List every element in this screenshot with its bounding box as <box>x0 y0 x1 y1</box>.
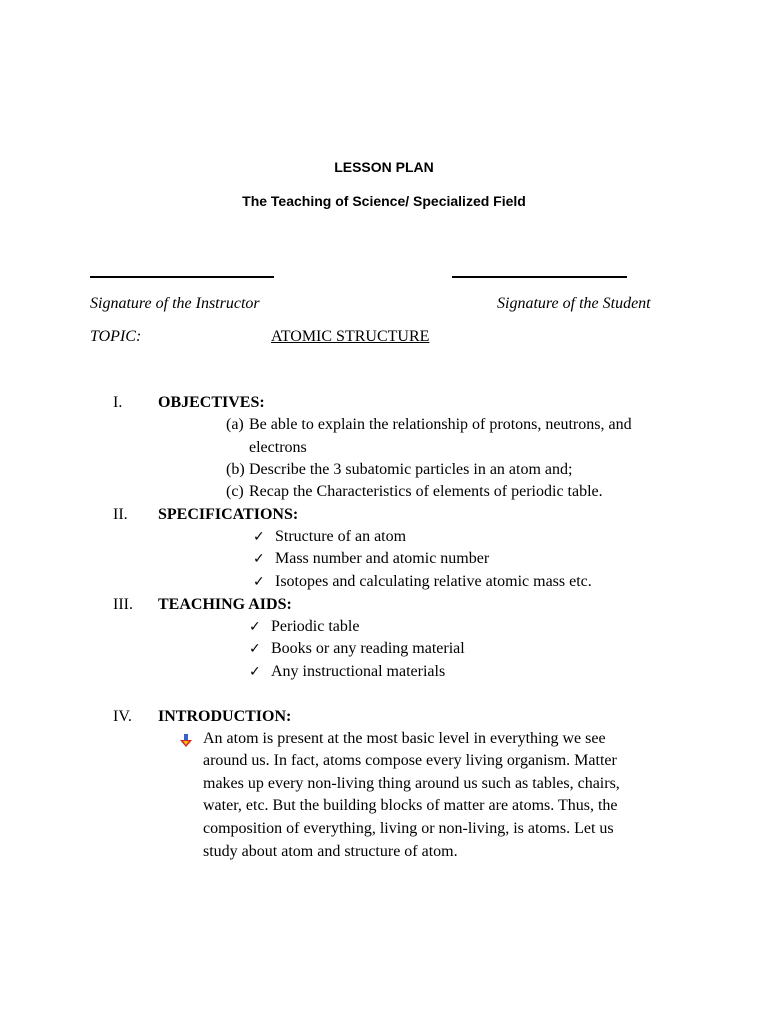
teaching-aids-heading: TEACHING AIDS: <box>158 596 292 613</box>
lesson-plan-subtitle: The Teaching of Science/ Specialized Field <box>242 193 526 209</box>
introduction-line: An atom is present at the most basic level in everything we see <box>203 730 606 747</box>
student-signature-line <box>452 276 627 278</box>
checkmark-icon <box>253 573 275 590</box>
checkmark-icon <box>249 663 271 680</box>
introduction-line: water, etc. But the building blocks of matter are atoms. Thus, the <box>203 797 618 814</box>
introduction-line: around us. In fact, atoms compose every living organism. Matter <box>203 752 617 769</box>
checkmark-icon <box>253 550 275 567</box>
specification-item: ✓ Isotopes and calculating relative atomic mass etc. <box>253 573 592 591</box>
instructor-signature-label: Signature of the Instructor <box>90 295 260 312</box>
introduction-line: makes up every non-living thing around us such as tables, chairs, <box>203 775 620 792</box>
teaching-aid-item: ✓ Books or any reading material <box>249 640 465 658</box>
objective-item-a-continued: electrons <box>249 439 307 456</box>
objective-marker-c: (c) <box>226 483 244 500</box>
teaching-aid-item: ✓ Any instructional materials <box>249 663 445 681</box>
topic-label: TOPIC: <box>90 328 142 345</box>
checkmark-icon <box>249 618 271 635</box>
objective-marker-a: (a) <box>226 416 244 433</box>
objectives-numeral: I. <box>113 394 123 411</box>
lesson-plan-title: LESSON PLAN <box>334 159 434 175</box>
objective-item-a: Be able to explain the relationship of protons, neutrons, and <box>249 416 632 433</box>
specifications-heading: SPECIFICATIONS: <box>158 506 299 523</box>
introduction-heading: INTRODUCTION: <box>158 708 292 725</box>
objective-item-c: Recap the Characteristics of elements of periodic table. <box>249 483 603 500</box>
objectives-heading: OBJECTIVES: <box>158 394 265 411</box>
student-signature-label: Signature of the Student <box>497 295 651 312</box>
topic-value: ATOMIC STRUCTURE <box>271 328 430 345</box>
teaching-aids-numeral: III. <box>113 596 133 613</box>
specifications-numeral: II. <box>113 506 128 523</box>
checkmark-icon <box>253 528 275 545</box>
objective-marker-b: (b) <box>226 461 245 478</box>
introduction-line: study about atom and structure of atom. <box>203 843 458 860</box>
checkmark-icon <box>249 640 271 657</box>
instructor-signature-line <box>90 276 274 278</box>
objective-item-b: Describe the 3 subatomic particles in an atom and; <box>249 461 573 478</box>
introduction-line: composition of everything, living or non-living, is atoms. Let us <box>203 820 614 837</box>
teaching-aid-item: ✓ Periodic table <box>249 618 359 636</box>
arrow-bullet-icon <box>180 734 192 748</box>
specification-item: ✓ Structure of an atom <box>253 528 406 546</box>
introduction-numeral: IV. <box>113 708 132 725</box>
specification-item: ✓ Mass number and atomic number <box>253 550 489 568</box>
